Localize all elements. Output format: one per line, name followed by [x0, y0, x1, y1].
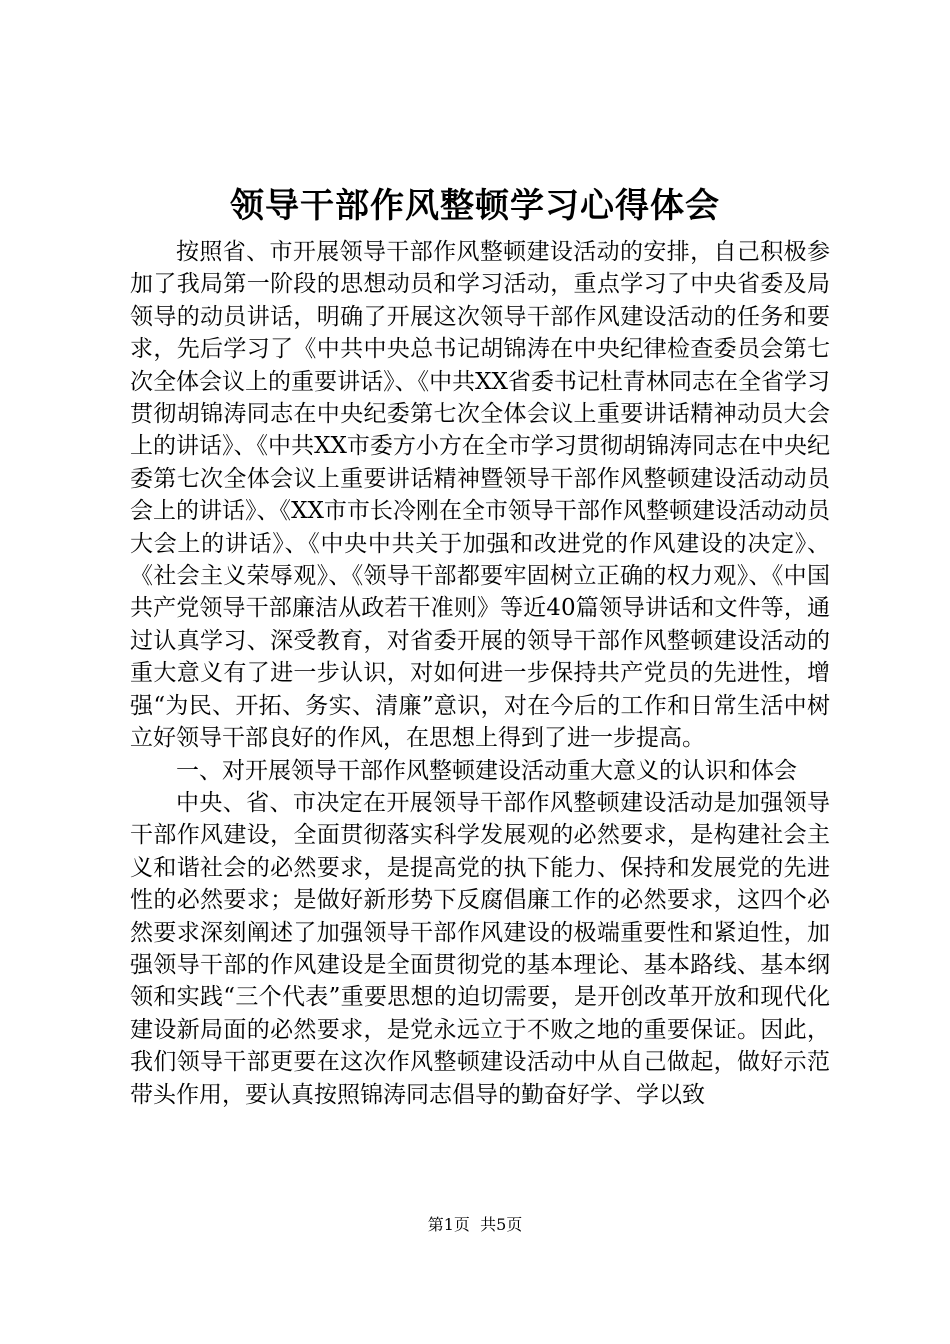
- paragraph-section-1: 中央、省、市决定在开展领导干部作风整顿建设活动是加强领导干部作风建设，全面贯彻落实科学发展观的必然要求，是构建社会主义和谐社会的必然要求，是提高党的执下能力、保持和发展党的先进性的必然要求；是做好新形势下反腐倡廉工作的必然要求，这四个必然要求深刻阐述了加强领导干部作风建设的极端重要性和紧迫性，加强领导干部的作风建设是全面贯彻党的基本理论、基本路线、基本纲领和实践“三个代表”重要思想的迫切需要，是开创改革开放和现代化建设新局面的必然要求，是党永远立于不败之地的重要保证。因此，我们领导干部更要在这次作风整顿建设活动中从自己做起，做好示范带头作用，要认真按照锦涛同志倡导的勤奋好学、学以致: [130, 789, 830, 1108]
- paragraph-intro: 按照省、市开展领导干部作风整顿建设活动的安排，自己积极参加了我局第一阶段的思想动员和学习活动，重点学习了中央省委及局领导的动员讲话，明确了开展这次领导干部作风建设活动的任务和要求，先后学习了《中共中央总书记胡锦涛在中央纪律检查委员会第七次全体会议上的重要讲话》、《中共XX省委书记杜青林同志在全省学习贯彻胡锦涛同志在中央纪委第七次全体会议上重要讲话精神动员大会上的讲话》、《中共XX市委方小方在全市学习贯彻胡锦涛同志在中央纪委第七次全体会议上重要讲话精神暨领导干部作风整顿建设活动动员会上的讲话》、《XX市市长冷刚在全市领导干部作风整顿建设活动动员大会上的讲话》、《中央中共关于加强和改进党的作风建设的决定》、《社会主义荣辱观》、《领导干部都要牢固树立正确的权力观》、《中国共产党领导干部廉洁从政若干准则》等近40篇领导讲话和文件等，通过认真学习、深受教育，对省委开展的领导干部作风整顿建设活动的重大意义有了进一步认识，对如何进一步保持共产党员的先进性，增强“为民、开拓、务实、清廉”意识，对在今后的工作和日常生活中树立好领导干部良好的作风，在思想上得到了进一步提高。: [130, 239, 830, 752]
- document-body: [130, 236, 830, 1111]
- section-heading-1: 一、对开展领导干部作风整顿建设活动重大意义的认识和体会: [176, 757, 797, 784]
- page-footer: [0, 1214, 950, 1236]
- document-title: 领导干部作风整顿学习心得体会: [230, 186, 720, 226]
- page-total: 共5页: [480, 1215, 523, 1234]
- page-number: 第1页: [427, 1215, 470, 1234]
